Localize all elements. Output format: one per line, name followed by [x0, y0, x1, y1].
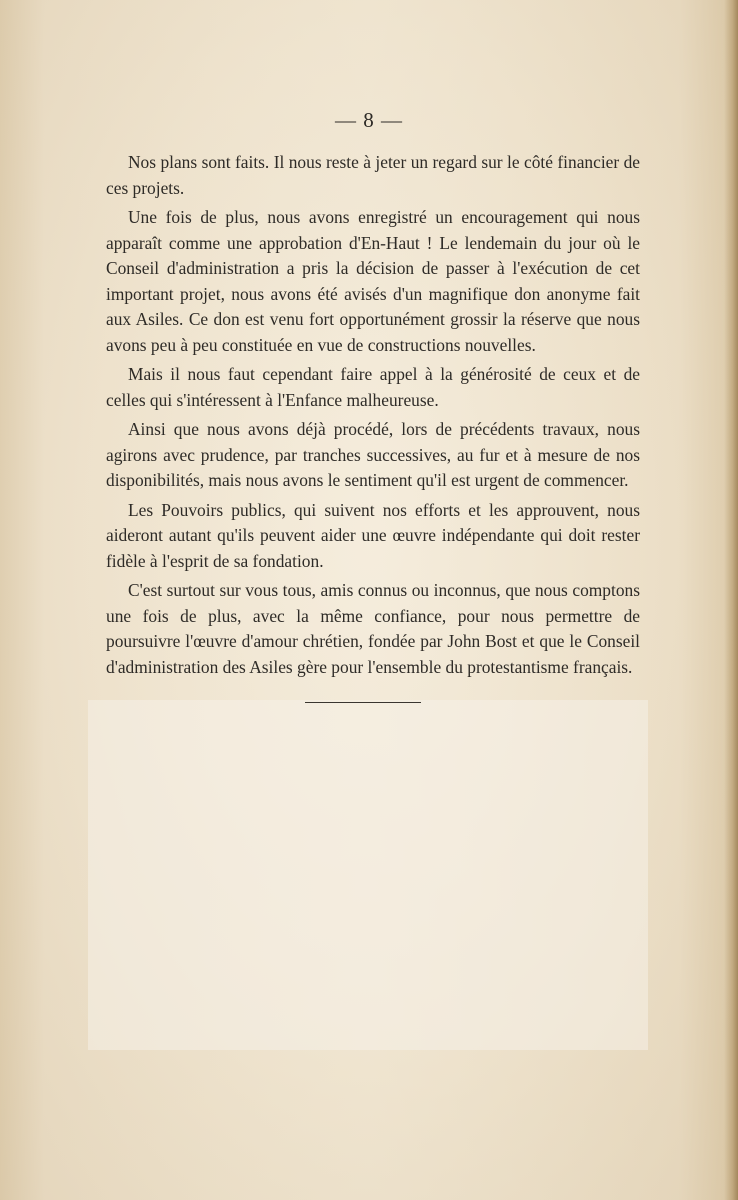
paragraph: C'est surtout sur vous tous, amis connus ou inconnus, que nous comptons une fois de plus, avec la même confiance, pour nous permettre de poursuivre l'œuvre d'amour chrétien, fondée par John Bost et que le Conseil d'administration des Asiles gère pour l'ensemble du protestantisme français. [106, 580, 640, 677]
closing-rule [305, 702, 421, 703]
paragraph: Ainsi que nous avons déjà procédé, lors de précédents travaux, nous agirons avec prudence, par tranches successives, au fur et à mesure de nos disponibilités, mais nous avons le sentiment qu'il est urgent de commencer. [106, 419, 640, 490]
paragraph: Les Pouvoirs publics, qui suivent nos efforts et les approuvent, nous aideront autant qu'ils peuvent aider une œuvre indépendante qui doit rester fidèle à l'esprit de sa fondation. [106, 499, 640, 571]
paragraph: Nos plans sont faits. Il nous reste à jeter un regard sur le côté financier de ces projets. [106, 152, 640, 198]
paragraph: Une fois de plus, nous avons enregistré un encouragement qui nous apparaît comme une approbation d'En-Haut ! Le lendemain du jour où le Conseil d'administration a pris la décision de passer à l'exécution de cet important projet, nous avons été avisés d'un magnifique don anonyme fait aux Asiles. Ce don est venu fort opportunément grossir la réserve que nous avons peu à peu constituée en vue de constructions nouvelles. [106, 207, 640, 355]
blank-page-area [88, 700, 648, 1050]
paragraph: Mais il nous faut cependant faire appel à la générosité de ceux et de celles qui s'intéressent à l'Enfance malheureuse. [106, 364, 640, 410]
body-text [106, 150, 640, 684]
page-edge-shadow [724, 0, 738, 1200]
page-number: — 8 — [335, 108, 403, 132]
